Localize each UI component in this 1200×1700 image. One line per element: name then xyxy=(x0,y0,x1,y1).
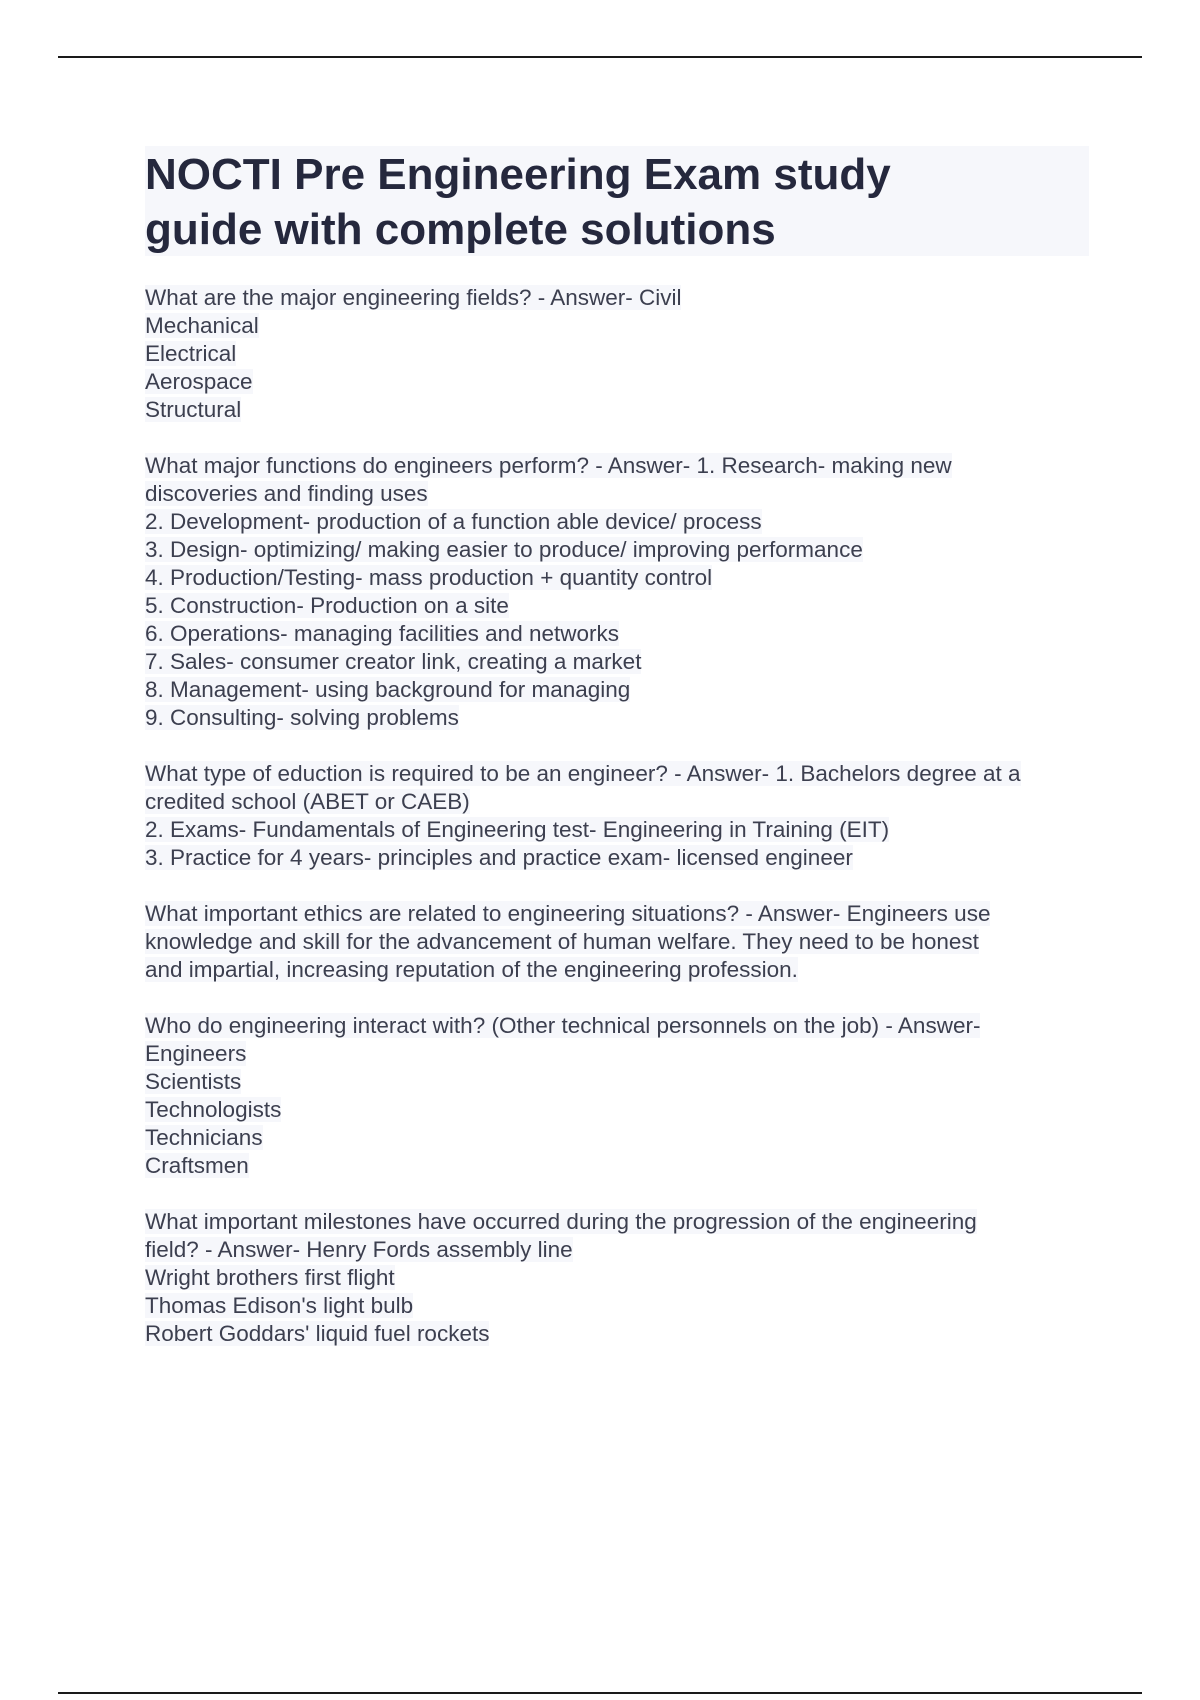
qa-line: 6. Operations- managing facilities and networks xyxy=(145,621,619,646)
qa-line: Mechanical xyxy=(145,313,259,338)
qa-line: Scientists xyxy=(145,1069,242,1094)
header-rule xyxy=(58,56,1142,58)
qa-line: What type of eduction is required to be an engineer? - Answer- 1. Bachelors degree at a xyxy=(145,761,1021,786)
qa-block-milestones xyxy=(145,1208,1105,1348)
qa-block-education xyxy=(145,760,1105,872)
qa-line: field? - Answer- Henry Fords assembly line xyxy=(145,1237,573,1262)
qa-line: and impartial, increasing reputation of the engineering profession. xyxy=(145,957,798,982)
page-title xyxy=(145,146,1089,257)
qa-line: 8. Management- using background for managing xyxy=(145,677,631,702)
qa-line: 7. Sales- consumer creator link, creating a market xyxy=(145,649,642,674)
qa-line: 9. Consulting- solving problems xyxy=(145,705,459,730)
qa-line: knowledge and skill for the advancement of human welfare. They need to be honest xyxy=(145,929,979,954)
qa-content xyxy=(145,284,1105,1376)
qa-line: 3. Practice for 4 years- principles and practice exam- licensed engineer xyxy=(145,845,853,870)
qa-block-engineering-fields xyxy=(145,284,1105,424)
qa-line: 5. Construction- Production on a site xyxy=(145,593,509,618)
title-line: guide with complete solutions xyxy=(145,205,776,254)
qa-line: What major functions do engineers perform? - Answer- 1. Research- making new xyxy=(145,453,952,478)
qa-line: 2. Exams- Fundamentals of Engineering test- Engineering in Training (EIT) xyxy=(145,817,890,842)
qa-line: Structural xyxy=(145,397,242,422)
qa-line: discoveries and finding uses xyxy=(145,481,428,506)
qa-line: Electrical xyxy=(145,341,237,366)
qa-line: Technicians xyxy=(145,1125,263,1150)
qa-block-engineer-functions xyxy=(145,452,1105,732)
qa-line: 4. Production/Testing- mass production + quantity control xyxy=(145,565,713,590)
footer-rule xyxy=(58,1692,1142,1694)
qa-line: 3. Design- optimizing/ making easier to produce/ improving performance xyxy=(145,537,863,562)
title-block xyxy=(145,146,1089,256)
qa-line: What are the major engineering fields? - Answer- Civil xyxy=(145,285,682,310)
qa-block-interactions xyxy=(145,1012,1105,1180)
qa-line: Technologists xyxy=(145,1097,282,1122)
qa-line: Craftsmen xyxy=(145,1153,249,1178)
qa-line: Who do engineering interact with? (Other technical personnels on the job) - Answer- xyxy=(145,1013,981,1038)
qa-line: credited school (ABET or CAEB) xyxy=(145,789,470,814)
qa-line: Robert Goddars' liquid fuel rockets xyxy=(145,1321,490,1346)
qa-block-ethics xyxy=(145,900,1105,984)
title-line: NOCTI Pre Engineering Exam study xyxy=(145,150,891,199)
qa-line: 2. Development- production of a function able device/ process xyxy=(145,509,762,534)
qa-line: Wright brothers first flight xyxy=(145,1265,395,1290)
qa-line: Aerospace xyxy=(145,369,253,394)
qa-line: What important milestones have occurred during the progression of the engineering xyxy=(145,1209,977,1234)
qa-line: What important ethics are related to engineering situations? - Answer- Engineers use xyxy=(145,901,991,926)
qa-line: Thomas Edison's light bulb xyxy=(145,1293,414,1318)
qa-line: Engineers xyxy=(145,1041,247,1066)
